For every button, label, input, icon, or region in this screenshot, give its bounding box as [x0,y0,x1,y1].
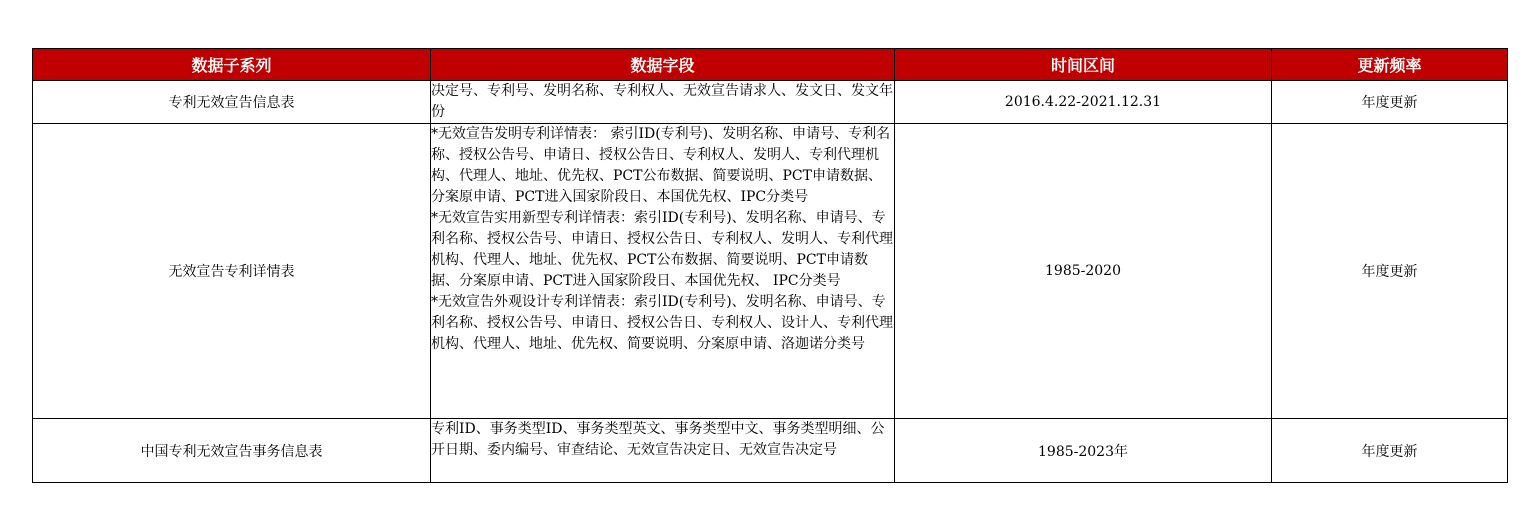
cell-period: 2016.4.22-2021.12.31 [895,81,1272,124]
header-fields: 数据字段 [431,49,895,81]
table-row [33,124,1508,419]
cell-frequency: 年度更新 [1272,124,1508,419]
cell-fields: 决定号、专利号、发明名称、专利权人、无效宣告请求人、发文日、发文年份 [431,81,895,124]
data-table [32,48,1508,483]
cell-period: 1985-2020 [895,124,1272,419]
header-frequency: 更新频率 [1272,49,1508,81]
header-row [33,49,1508,81]
cell-frequency: 年度更新 [1272,81,1508,124]
cell-period: 1985-2023年 [895,419,1272,483]
table-row [33,81,1508,124]
table-row [33,419,1508,483]
cell-frequency: 年度更新 [1272,419,1508,483]
header-period: 时间区间 [895,49,1272,81]
cell-series: 中国专利无效宣告事务信息表 [33,419,431,483]
cell-fields: *无效宣告发明专利详情表： 索引ID(专利号)、发明名称、申请号、专利名称、授权公告号、申请日、授权公告日、专利权人、发明人、专利代理机构、代理人、地址、优先权、PCT公布数据、简要说明、PCT申请数据、分案原申请、PCT进入国家阶段日、本国优先权、IPC分类号 *无效宣告实用新型专利详情表：索引ID(专利号)、发明名称、申请号、专利名称、授权公告号、申请日、授权公告日、专利权人、发明人、专利代理机构、代理人、地址、优先权、PCT公布数据、简要说明、PCT申请数据、分案原申请、PCT进入国家阶段日、本国优先权、 IPC分类号 *无效宣告外观设计专利详情表：索引ID(专利号)、发明名称、申请号、专利名称、授权公告号、申请日、授权公告日、专利权人、设计人、专利代理机构、代理人、地址、优先权、简要说明、分案原申请、洛迦诺分类号 [431,124,895,419]
header-series: 数据子系列 [33,49,431,81]
cell-series: 专利无效宣告信息表 [33,81,431,124]
cell-fields: 专利ID、事务类型ID、事务类型英文、事务类型中文、事务类型明细、公开日期、委内编号、审查结论、无效宣告决定日、无效宣告决定号 [431,419,895,483]
cell-series: 无效宣告专利详情表 [33,124,431,419]
